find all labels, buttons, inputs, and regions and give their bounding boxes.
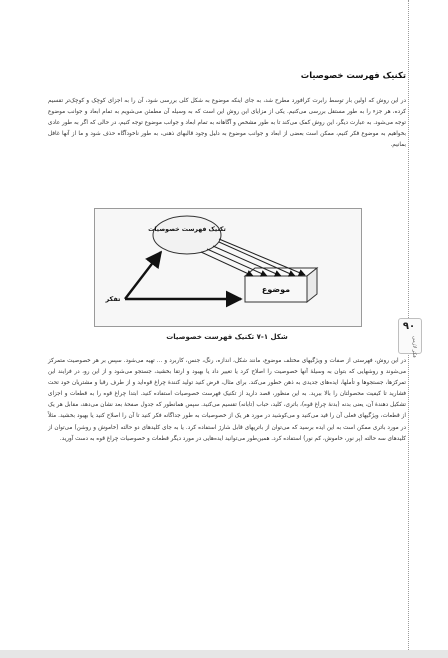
ellipse-label: تکنیک فهرست خصوصیات [148, 226, 226, 233]
arrow-technique-to-subject-1 [201, 252, 253, 276]
figure-diagram [95, 209, 361, 326]
thinker-label: تفکر [105, 295, 121, 303]
arrow-technique-to-subject-2 [207, 249, 267, 276]
technique-ellipse [153, 216, 221, 254]
margin-dotted-rule [408, 0, 409, 318]
figure-caption: شکل ۱-۷ تکنیک فهرست خصوصیات [166, 333, 288, 341]
margin-dotted-rule-lower [408, 352, 409, 658]
running-header: فکر لازمی [411, 336, 417, 358]
section-title: تکنیک فهرست خصوصیات [300, 70, 406, 80]
paragraph-intro: در این روش که اولین بار توسط رابرت کرافورد مطرح شد، به جای اینکه موضوع به شکل کلی بررسی شود، آن را به اجزای کوچک و کوچک‌تر تقسیم کرده، هر جزء را به طور مستقل بررسی می‌کنیم. یکی از مزایای این روش این است که به وسیله آن مطمئن می‌شویم به تمام ابعاد و جوانب موضوع توجه می‌شود. به عبارت دیگر، این روش کمک می‌کند تا به طور مشخص و آگاهانه به تمام ابعاد و جوانب موضوع توجه کنیم، در حالی که اگر به طور عادی بخواهیم به موضوع فکر کنیم، ممکن است بعضی از ابعاد و جوانب موضوع به دلیل وجود قالبهای ذهنی، به طور ناخودآگاه حذف شود و ما از آنها غافل بمانیم. [48, 98, 406, 149]
subject-box-label: موضوع [261, 285, 291, 294]
figure-box [94, 208, 362, 327]
page-number: ۹۰ [402, 321, 416, 332]
paragraph-method: در این روش، فهرستی از صفات و ویژگیهای مختلف موضوع، مانند شکل، اندازه، رنگ، جنس، کاربرد و ... تهیه می‌شود. سپس بر هر خصوصیت متمرکز می‌شوند و روشهایی که بتوان به وسیلهٔ آنها خصوصیت را اصلاح کرد یا تغییر داد یا بهبود و ارتقا بخشید، جستجو می‌شود و از این رو، در فرایند این تمرکزها، جستجوها و تأملها، ایده‌های جدیدی به ذهن خطور می‌کند. برای مثال، فرض کنید تولید کنندهٔ چراغ قوه‌اید و از طرف رقبا و مشتریان خود تحت فشارید تا کیفیت محصولتان را بالا ببرید. به این منظور، قصد دارید از تکنیک فهرست خصوصیات استفاده کنید. ابتدا چراغ قوه را به قطعات و اجزای تشکیل دهندهٔ آن، یعنی بدنه (بدنهٔ چراغ قوه)، باتری، کلید، حباب (تابانه) تقسیم می‌کنید. سپس همانطور که جدول صفحهٔ بعد نشان می‌دهد، مقابل هر یک از قطعات، ویژگیهای فعلی آن را قید می‌کنید و می‌کوشید در مورد هر یک از خصوصیات به طور جداگانه فکر کنید تا آن را اصلاح کنید یا بهبود بخشید. مثلاً در مورد باتری ممکن است به این ایده برسید که می‌توان از باتریهای قابل شارژ استفاده کرد. یا به جای کلیدهای دو حالته (خاموش و روشن) می‌توان از کلیدهای سه حالته (پر نور، خاموش، کم نور) استفاده کرد. همین‌طور می‌توانید ایده‌هایی در مورد دیگر قطعات و خصوصیات چراغ قوه به دست آورید. [48, 358, 406, 442]
bottom-strip [0, 650, 448, 658]
arrow-thinker-to-technique [125, 252, 161, 299]
